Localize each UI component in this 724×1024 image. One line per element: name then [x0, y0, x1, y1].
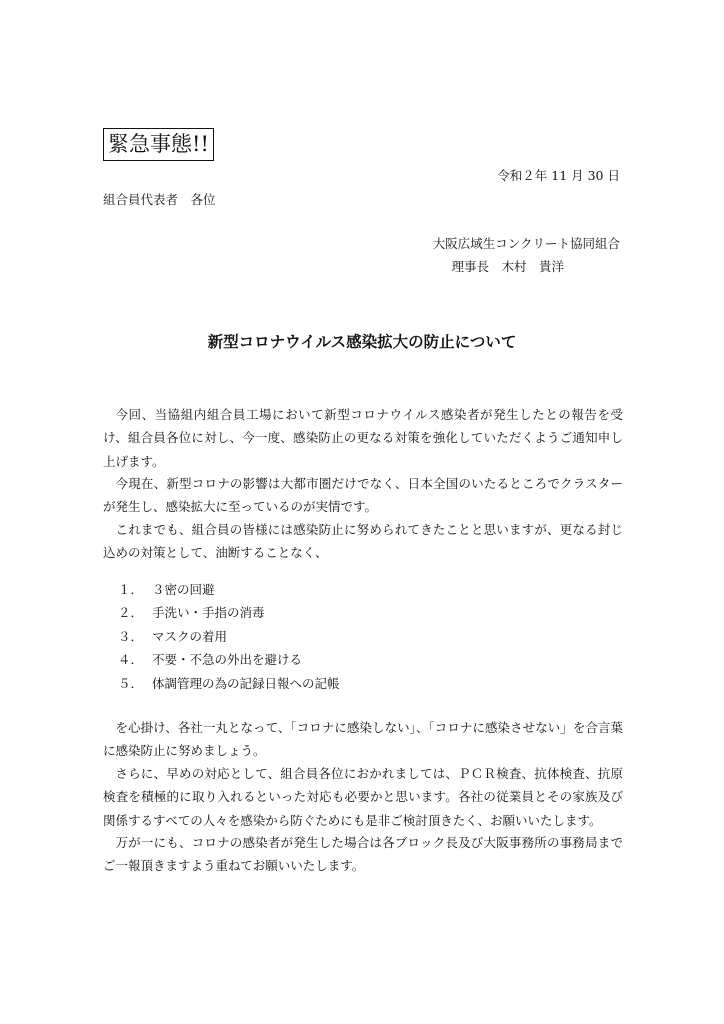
document-title: 新型コロナウイルス感染拡大の防止について	[207, 332, 517, 351]
body-paragraph: これまでも、組合員の皆様には感染防止に努められてきたことと思いますが、更なる封じ込めの対策として、油断することなく、	[103, 522, 623, 561]
measures-list	[118, 578, 340, 695]
closing-paragraph: を心掛け、各社一丸となって、「コロナに感染しない」、「コロナに感染させない」を合言葉に感染防止に努めましょう。	[103, 720, 623, 759]
closing-paragraph: 万が一にも、コロナの感染者が発生した場合は各ブロック長及び大阪事務所の事務局までご一報頂きますよう重ねてお願いいたします。	[103, 835, 623, 874]
emergency-stamp: 緊急事態!!	[103, 128, 214, 161]
measure-item	[118, 578, 340, 601]
measure-number: ２．	[118, 605, 144, 621]
measure-text: 手洗い・手指の消毒	[152, 605, 265, 621]
measure-item	[118, 625, 340, 648]
measure-number: ３．	[118, 628, 144, 644]
measure-text: マスクの着用	[152, 628, 228, 644]
measure-text: 体調管理の為の記録日報への記帳	[152, 675, 340, 691]
measure-number: ４．	[118, 652, 144, 668]
measure-number: ５．	[118, 675, 144, 691]
body-paragraph: 今現在、新型コロナの影響は大都市圏だけでなく、日本全国のいたるところでクラスターが発生し、感染拡大に至っているのが実情です。	[103, 476, 623, 515]
measure-text: 不要・不急の外出を避ける	[152, 652, 303, 668]
body-paragraph: 今回、当協組内組合員工場において新型コロナウイルス感染者が発生したとの報告を受け、組合員各位に対し、今一度、感染防止の更なる対策を強化していただくようご通知申し上げます。	[103, 407, 623, 469]
sender-organization: 大阪広域生コンクリート協同組合	[432, 236, 620, 251]
measure-item	[118, 601, 340, 624]
sender-chairman: 理事長 木村 貴洋	[451, 259, 564, 274]
closing-paragraph: さらに、早めの対応として、組合員各位におかれましては、ＰＣＲ検査、抗体検査、抗原検査を積極的に取り入れるといった対応も必要かと思います。各社の従業員とその家族及び関係するすべての人々を感染から防ぐためにも是非ご検討頂きたく、お願いいたします。	[103, 766, 623, 828]
document-date: 令和２年 11 月 30 日	[497, 168, 620, 183]
measure-text: ３密の回避	[152, 582, 215, 597]
recipient-line: 組合員代表者 各位	[103, 192, 216, 207]
measure-item	[118, 672, 340, 695]
measure-item	[118, 648, 340, 671]
measure-number: １．	[118, 582, 144, 597]
